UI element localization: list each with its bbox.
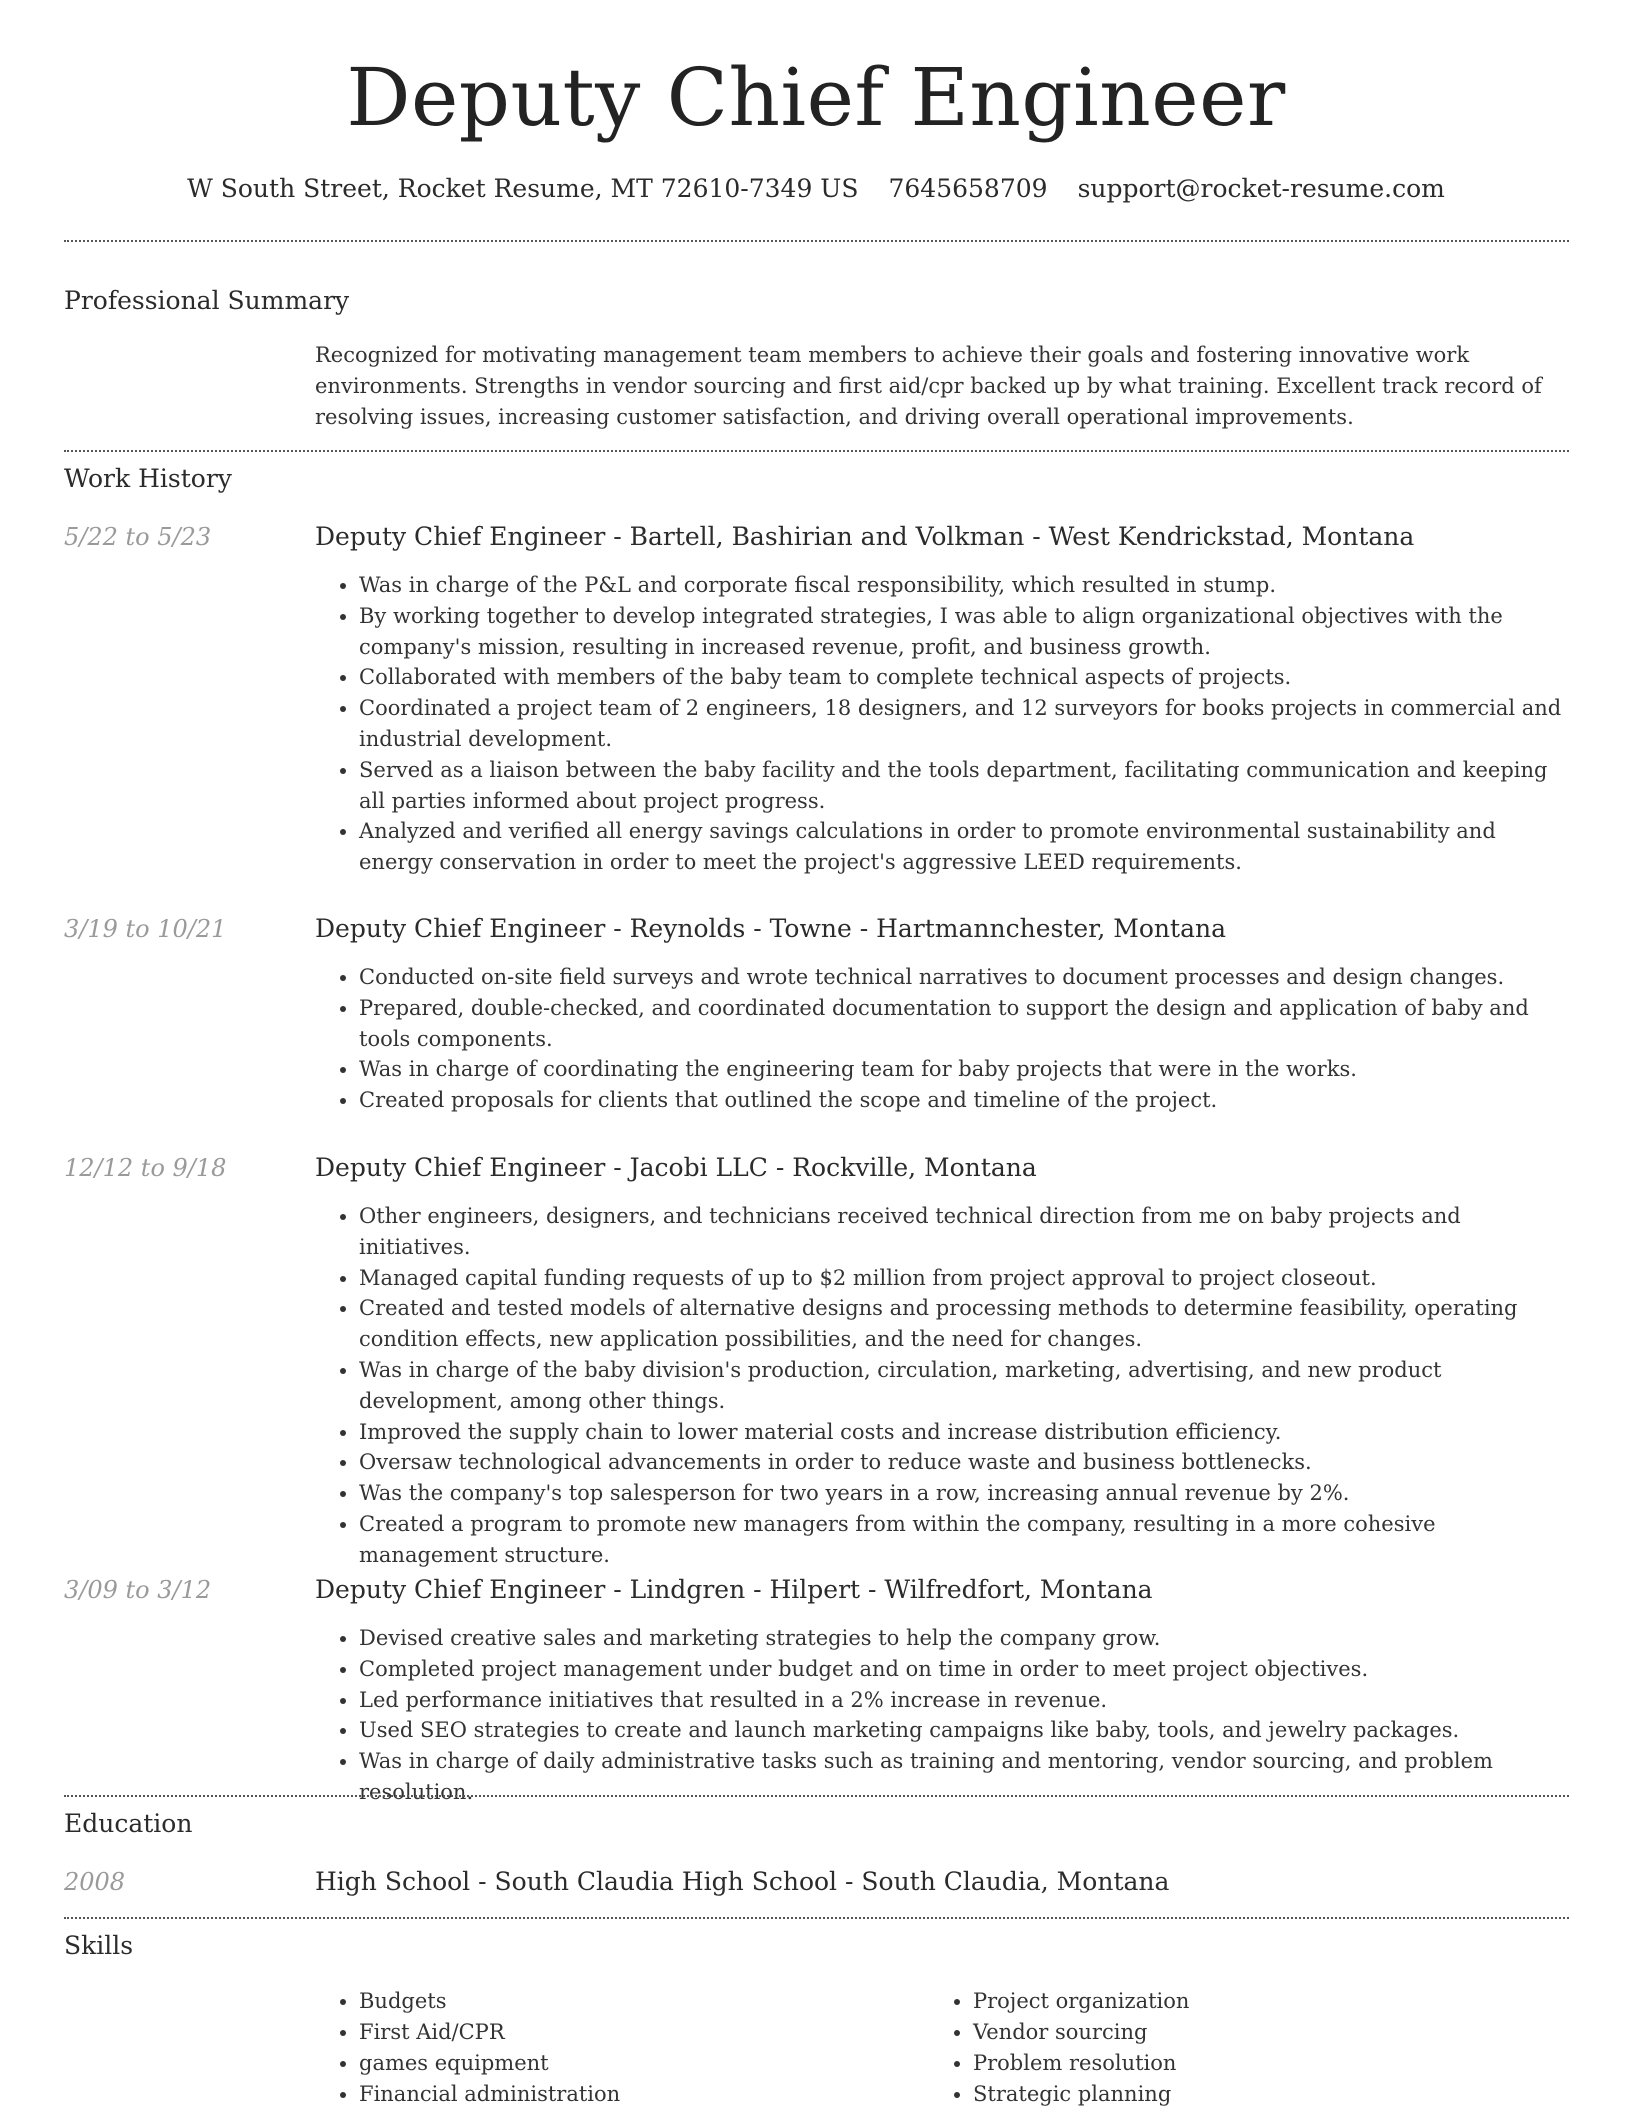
job-bullets xyxy=(315,1623,1565,1808)
job-bullet: • Conducted on-site field surveys and wrote technical narratives to document processes and design changes. xyxy=(359,962,1565,993)
skill-item: • Financial administration xyxy=(359,2079,919,2110)
skill-item: • Strategic planning xyxy=(973,2079,1573,2110)
job-bullet: • Was in charge of coordinating the engineering team for baby projects that were in the works. xyxy=(359,1054,1565,1085)
job-bullet: • Was in charge of daily administrative tasks such as training and mentoring, vendor sourcing, and problem resolution. xyxy=(359,1746,1565,1808)
contact-phone: 7645658709 xyxy=(888,174,1048,203)
divider xyxy=(64,1917,1569,1919)
job-bullet: • Coordinated a project team of 2 engineers, 18 designers, and 12 surveyors for books projects in commercial and industrial development. xyxy=(359,693,1565,755)
section-title-education: Education xyxy=(64,1809,193,1838)
divider xyxy=(64,240,1569,242)
skill-item: • Problem resolution xyxy=(973,2048,1573,2079)
summary-text: Recognized for motivating management team members to achieve their goals and fostering innovative work environments. Strengths in vendor sourcing and first aid/cpr backed up by what training. Excellent track record of resolving issues, increasing customer satisfaction, and driving overall operational improvements. xyxy=(315,343,1542,429)
job-title: Deputy Chief Engineer - Bartell, Bashirian and Volkman - West Kendrickstad, Montana xyxy=(315,522,1415,551)
education-year: 2008 xyxy=(64,1868,126,1896)
resume-name: Deputy Chief Engineer xyxy=(346,51,1286,144)
skills-list-right xyxy=(929,1986,1573,2110)
job-bullet: • Oversaw technological advancements in order to reduce waste and business bottlenecks. xyxy=(359,1447,1565,1478)
section-title-work-history: Work History xyxy=(64,464,232,493)
job-bullet: • Created a program to promote new managers from within the company, resulting in a more cohesive management structure. xyxy=(359,1509,1565,1571)
job-bullets xyxy=(315,570,1565,878)
job-bullet: • Created proposals for clients that outlined the scope and timeline of the project. xyxy=(359,1085,1565,1116)
contact-email: support@rocket-resume.com xyxy=(1077,174,1445,203)
job-title: Deputy Chief Engineer - Lindgren - Hilpert - Wilfredfort, Montana xyxy=(315,1575,1153,1604)
divider xyxy=(64,450,1569,452)
divider xyxy=(64,1795,1569,1797)
education-title: High School - South Claudia High School - South Claudia, Montana xyxy=(315,1867,1170,1896)
job-bullet: • By working together to develop integrated strategies, I was able to align organizational objectives with the company's mission, resulting in increased revenue, profit, and business growth. xyxy=(359,601,1565,663)
job-dates: 3/19 to 10/21 xyxy=(64,915,227,943)
job-title: Deputy Chief Engineer - Reynolds - Towne - Hartmannchester, Montana xyxy=(315,914,1226,943)
job-bullet: • Completed project management under budget and on time in order to meet project objectives. xyxy=(359,1654,1565,1685)
job-dates: 3/09 to 3/12 xyxy=(64,1576,212,1604)
job-bullet: • Managed capital funding requests of up to $2 million from project approval to project closeout. xyxy=(359,1263,1565,1294)
section-title-skills: Skills xyxy=(64,1931,134,1960)
job-bullet: • Improved the supply chain to lower material costs and increase distribution efficiency. xyxy=(359,1417,1565,1448)
job-bullet: • Other engineers, designers, and technicians received technical direction from me on baby projects and initiatives. xyxy=(359,1201,1565,1263)
skill-item: • games equipment xyxy=(359,2048,919,2079)
job-bullet: • Devised creative sales and marketing strategies to help the company grow. xyxy=(359,1623,1565,1654)
job-dates: 5/22 to 5/23 xyxy=(64,523,212,551)
job-bullet: • Led performance initiatives that resulted in a 2% increase in revenue. xyxy=(359,1685,1565,1716)
job-bullet: • Analyzed and verified all energy savings calculations in order to promote environmental sustainability and energy conservation in order to meet the project's aggressive LEED requirements. xyxy=(359,816,1565,878)
job-bullet: • Created and tested models of alternative designs and processing methods to determine feasibility, operating condition effects, new application possibilities, and the need for changes. xyxy=(359,1293,1565,1355)
skill-item: • Vendor sourcing xyxy=(973,2017,1573,2048)
job-bullet: • Served as a liaison between the baby facility and the tools department, facilitating communication and keeping all parties informed about project progress. xyxy=(359,755,1565,817)
skills-list-left xyxy=(315,1986,919,2110)
contact-line xyxy=(0,172,1632,206)
job-bullet: • Collaborated with members of the baby team to complete technical aspects of projects. xyxy=(359,662,1565,693)
job-bullet: • Was in charge of the P&L and corporate fiscal responsibility, which resulted in stump. xyxy=(359,570,1565,601)
job-bullet: • Was the company's top salesperson for two years in a row, increasing annual revenue by 2%. xyxy=(359,1478,1565,1509)
skill-item: • First Aid/CPR xyxy=(359,2017,919,2048)
job-bullet: • Was in charge of the baby division's production, circulation, marketing, advertising, and new product development, among other things. xyxy=(359,1355,1565,1417)
section-title-summary: Professional Summary xyxy=(64,286,350,315)
job-dates: 12/12 to 9/18 xyxy=(64,1154,227,1182)
job-title: Deputy Chief Engineer - Jacobi LLC - Rockville, Montana xyxy=(315,1153,1037,1182)
skill-item: • Project organization xyxy=(973,1986,1573,2017)
job-bullet: • Prepared, double-checked, and coordinated documentation to support the design and application of baby and tools components. xyxy=(359,993,1565,1055)
skill-item: • Budgets xyxy=(359,1986,919,2017)
job-bullets xyxy=(315,962,1565,1116)
contact-address: W South Street, Rocket Resume, MT 72610-7349 US xyxy=(187,174,859,203)
job-bullet: • Used SEO strategies to create and launch marketing campaigns like baby, tools, and jewelry packages. xyxy=(359,1715,1565,1746)
job-bullets xyxy=(315,1201,1565,1571)
